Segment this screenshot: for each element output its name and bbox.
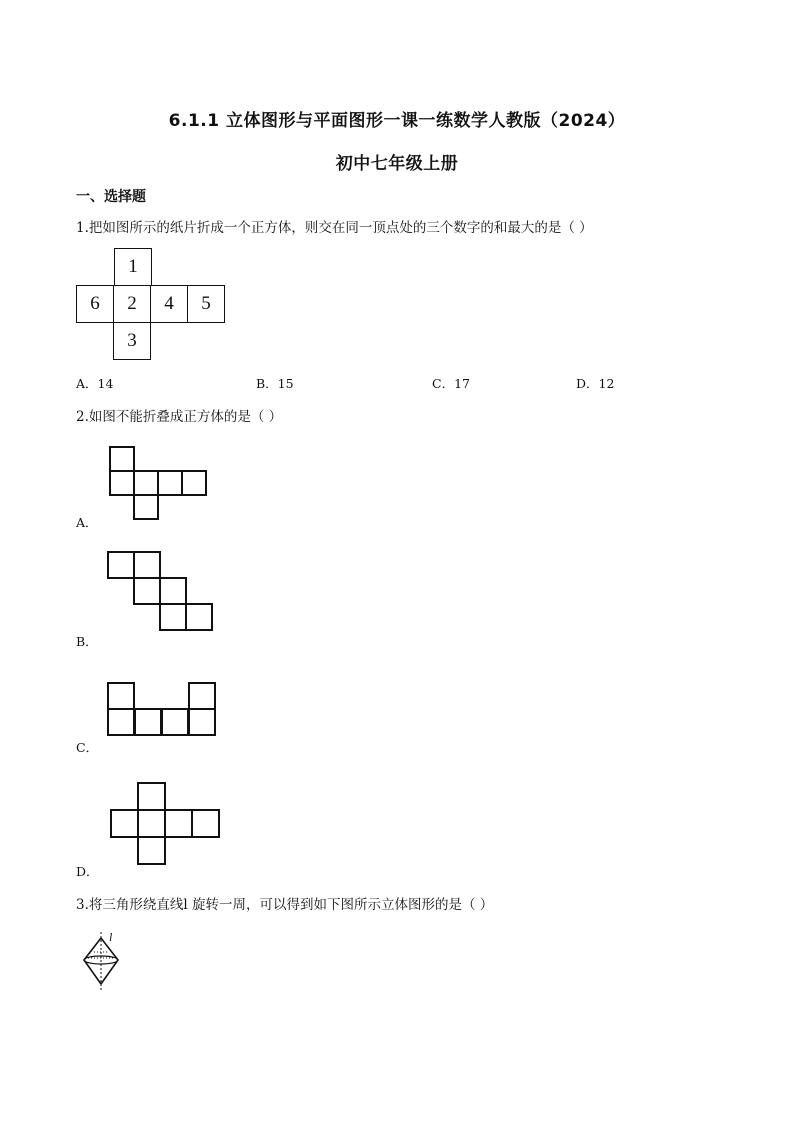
q2-net-c bbox=[107, 682, 219, 740]
net-square bbox=[107, 682, 135, 710]
net-square bbox=[133, 577, 161, 605]
axis-label: l bbox=[109, 930, 113, 944]
net-square bbox=[133, 470, 159, 496]
net-square bbox=[181, 470, 207, 496]
net-square bbox=[109, 470, 135, 496]
net-cell: 5 bbox=[187, 285, 225, 323]
question-2-text: 2.如图不能折叠成正方体的是（ ） bbox=[76, 409, 283, 425]
net-cell: 2 bbox=[113, 285, 151, 323]
question-1-cube-net bbox=[76, 248, 228, 360]
net-cell: 1 bbox=[114, 248, 152, 286]
net-square bbox=[133, 494, 159, 520]
net-square bbox=[134, 708, 162, 736]
q2-net-a bbox=[109, 446, 211, 522]
net-square bbox=[191, 809, 220, 838]
net-square bbox=[164, 809, 193, 838]
document-title: 6.1.1 立体图形与平面图形一课一练数学人教版（2024） bbox=[168, 111, 626, 131]
net-cell: 6 bbox=[76, 285, 114, 323]
q3-solid-figure bbox=[76, 930, 140, 994]
section-heading: 一、选择题 bbox=[76, 189, 146, 205]
question-1-text: 1.把如图所示的纸片折成一个正方体，则交在同一顶点处的三个数字的和最大的是（ ） bbox=[76, 220, 593, 236]
net-square bbox=[137, 782, 166, 811]
net-square bbox=[133, 551, 161, 579]
document-subtitle: 初中七年级上册 bbox=[335, 154, 459, 174]
net-square bbox=[109, 446, 135, 472]
net-square bbox=[188, 708, 216, 736]
net-square bbox=[107, 551, 135, 579]
net-square bbox=[188, 682, 216, 710]
q2-net-d bbox=[110, 782, 222, 866]
net-square bbox=[159, 603, 187, 631]
q2-net-b bbox=[107, 551, 217, 635]
q1-option-b[interactable]: B．15 bbox=[256, 376, 294, 391]
net-square bbox=[110, 809, 139, 838]
question-3-text: 3.将三角形绕直线l 旋转一周，可以得到如下图所示立体图形的是（ ） bbox=[76, 897, 494, 913]
q2-option-b[interactable]: B． bbox=[76, 634, 98, 649]
net-square bbox=[159, 577, 187, 605]
q1-option-a[interactable]: A．14 bbox=[76, 376, 114, 391]
net-square bbox=[185, 603, 213, 631]
q2-option-d[interactable]: D． bbox=[76, 864, 99, 879]
net-square bbox=[107, 708, 135, 736]
q2-option-a[interactable]: A． bbox=[76, 515, 98, 530]
net-cell: 3 bbox=[113, 322, 151, 360]
q1-option-d[interactable]: D．12 bbox=[576, 376, 615, 391]
net-square bbox=[161, 708, 189, 736]
q2-option-c[interactable]: C． bbox=[76, 740, 99, 755]
q1-option-c[interactable]: C．17 bbox=[432, 376, 470, 391]
net-square bbox=[157, 470, 183, 496]
net-square bbox=[137, 836, 166, 865]
net-cell: 4 bbox=[150, 285, 188, 323]
net-square bbox=[137, 809, 166, 838]
